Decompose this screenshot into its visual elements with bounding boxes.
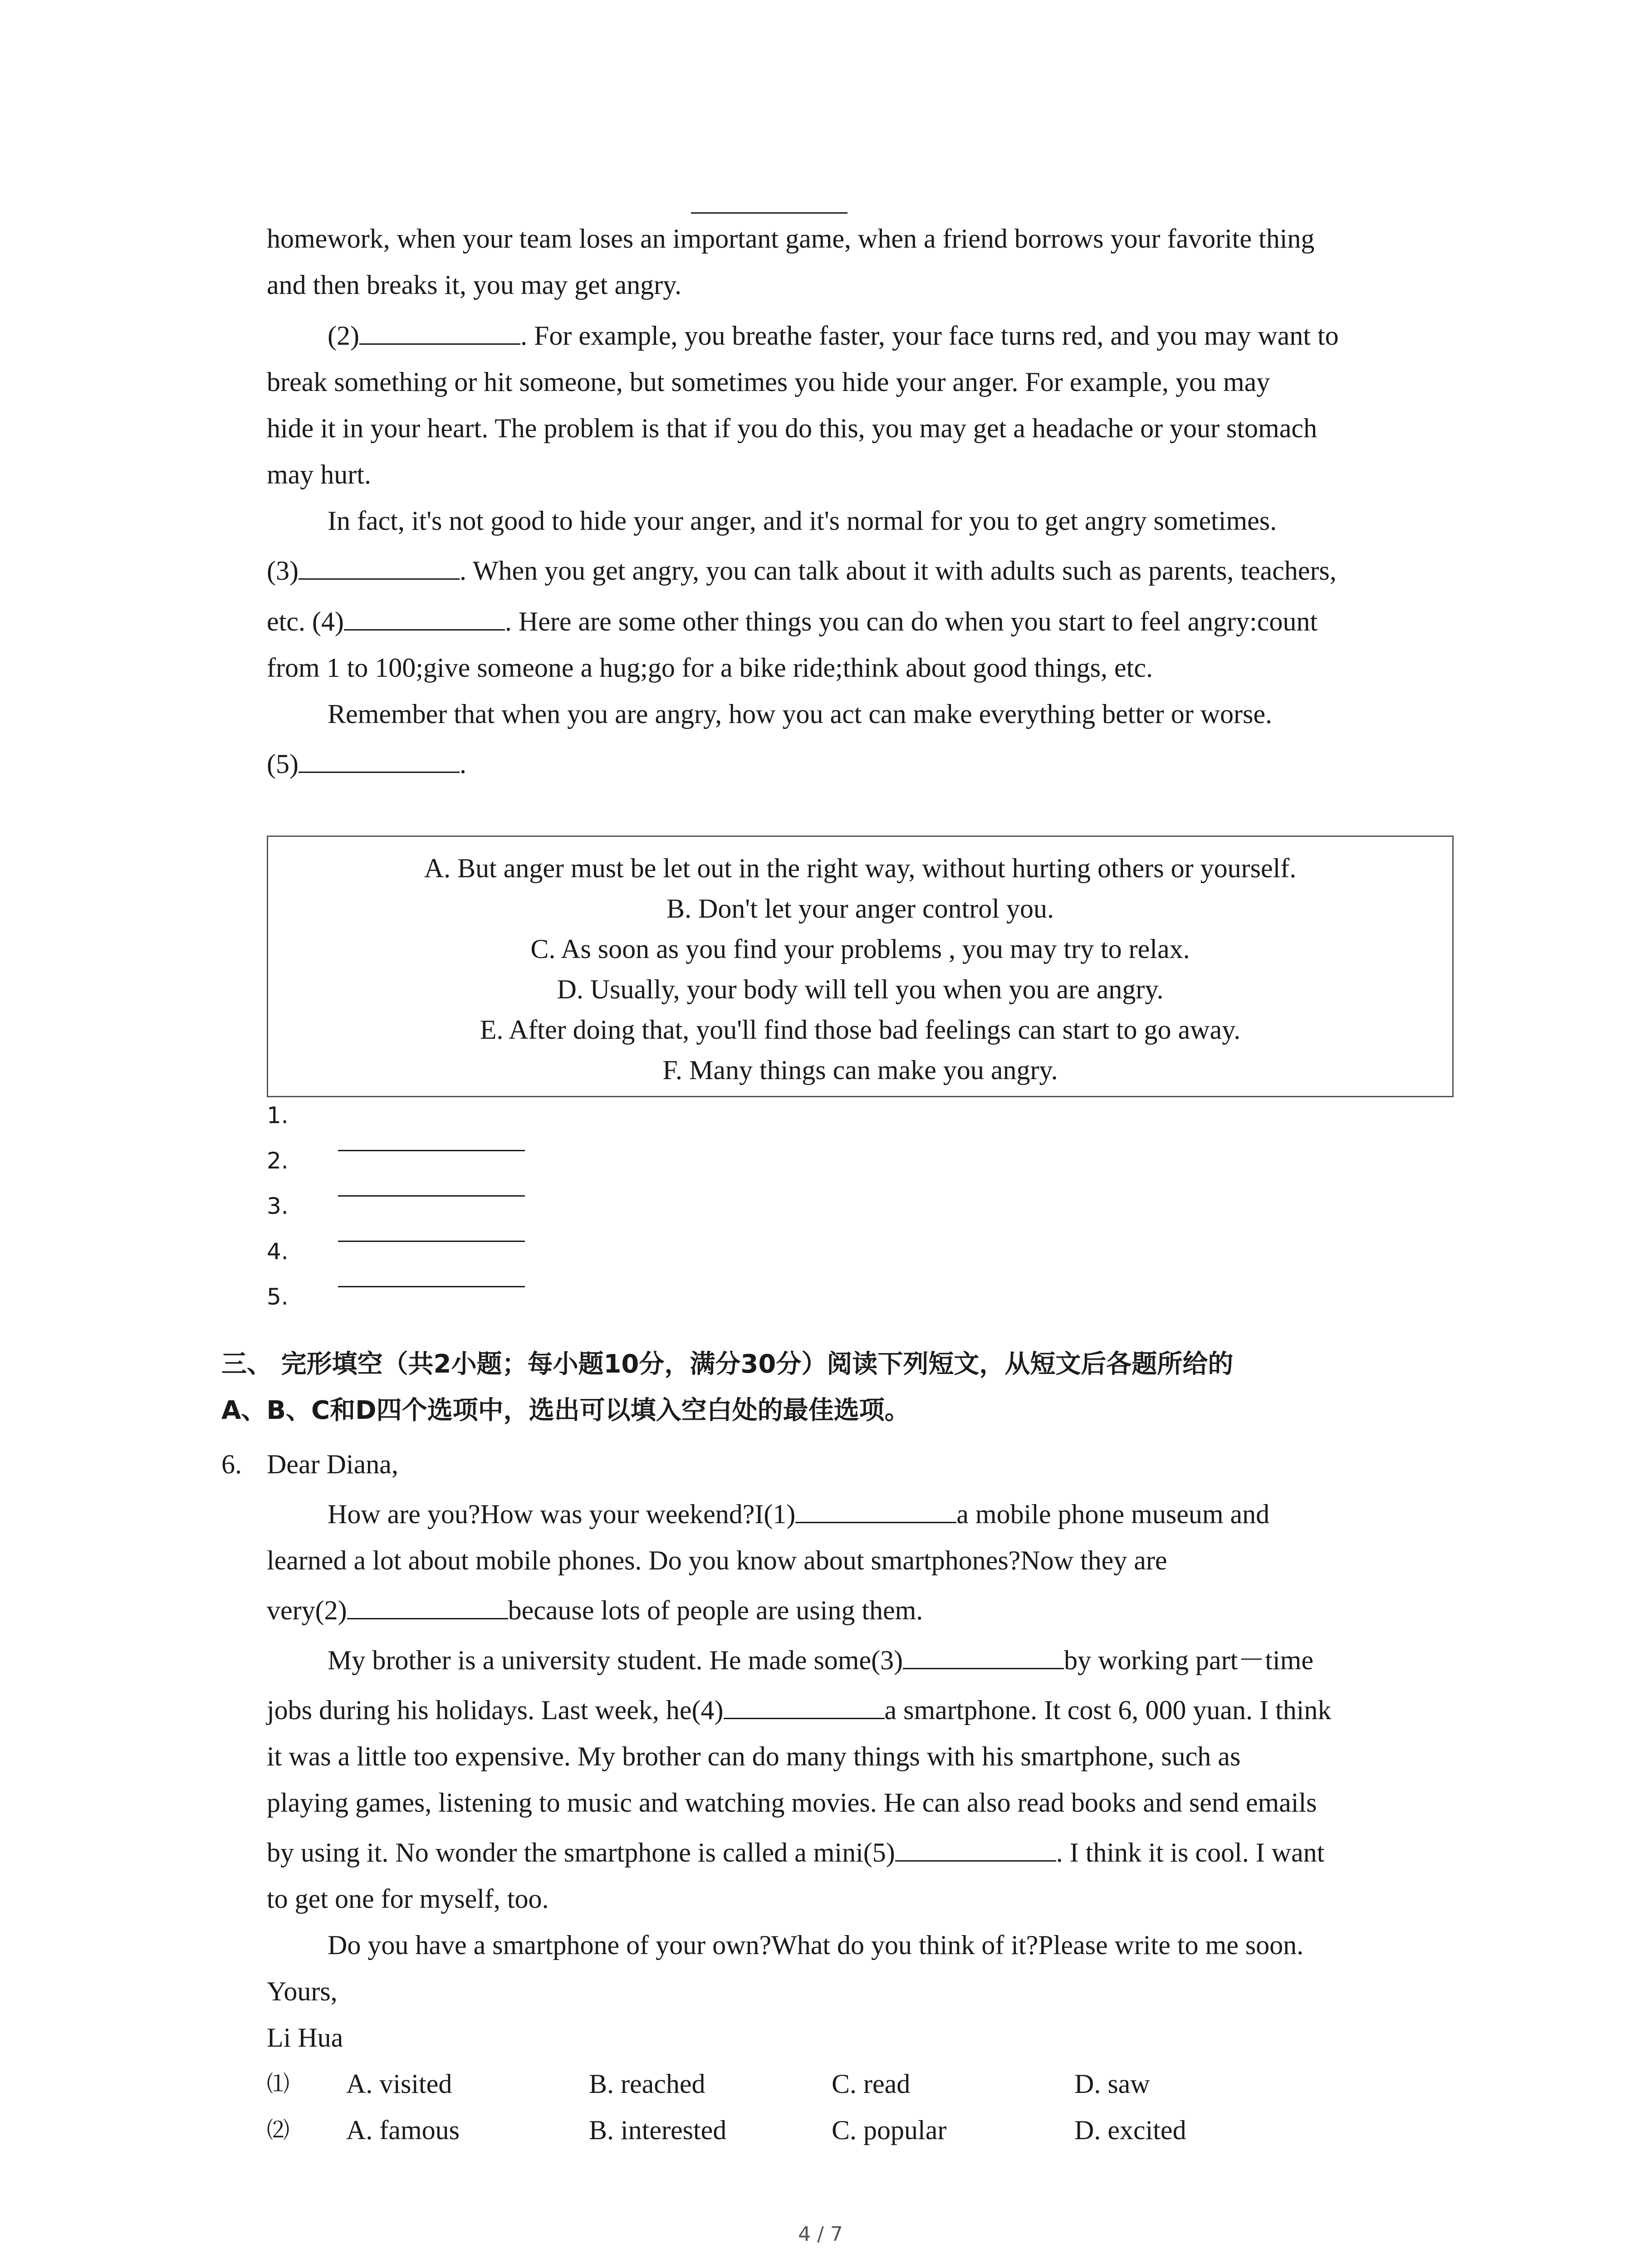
blank-label: (3): [267, 556, 299, 586]
choice-d[interactable]: D. excited: [1074, 2115, 1186, 2145]
options-box: [267, 836, 1454, 1097]
passage-text: . For example, you breathe faster, your face turns red, and you may want to: [520, 321, 1339, 351]
answer-line[interactable]: [338, 1195, 525, 1197]
answer-number: 4.: [267, 1238, 289, 1265]
choice-number: ⑴: [267, 2071, 289, 2097]
letter-line: to get one for myself, too.: [267, 1884, 549, 1914]
section-heading: A、B、C和D四个选项中，选出可以填入空白处的最佳选项。: [221, 1396, 910, 1425]
passage-text: . Here are some other things you can do when you start to feel angry:count: [505, 606, 1318, 636]
passage-line: [267, 598, 1455, 645]
passage-text: . When you get angry, you can talk about it with adults such as parents, teachers,: [459, 556, 1337, 586]
letter-line: it was a little too expensive. My brother can do many things with his smartphone, such as: [267, 1741, 1241, 1771]
letter-text: My brother is a university student. He made some(3): [328, 1645, 903, 1675]
letter-text: . I think it is cool. I want: [1056, 1838, 1325, 1867]
answer-number: 5.: [267, 1284, 289, 1310]
page-number: 4 / 7: [798, 2223, 843, 2246]
answer-blank-3: [903, 1642, 1064, 1669]
passage-line: from 1 to 100;give someone a hug;go for a bike ride;think about good things, etc.: [267, 653, 1153, 683]
letter-closing: Yours,: [267, 1976, 338, 2006]
letter-signature: Li Hua: [267, 2023, 343, 2053]
passage-line: In fact, it's not good to hide your anger, and it's normal for you to get angry sometimes.: [328, 506, 1277, 536]
passage-line: [267, 547, 1455, 594]
answer-blank-5: [299, 745, 460, 773]
answer-line[interactable]: [338, 1241, 525, 1242]
choice-b[interactable]: B. reached: [589, 2069, 705, 2099]
letter-greeting: Dear Diana,: [267, 1449, 398, 1479]
blank-label: (2): [328, 321, 359, 351]
answer-number: 2.: [267, 1148, 289, 1174]
choice-c[interactable]: C. read: [832, 2069, 911, 2099]
blank-label: etc. (4): [267, 606, 344, 636]
letter-line: [328, 1491, 1516, 1537]
passage-line: may hurt.: [267, 459, 371, 489]
choice-a[interactable]: A. famous: [346, 2115, 460, 2145]
question-number: 6.: [221, 1449, 242, 1479]
answer-number: 3.: [267, 1193, 289, 1219]
choice-number: ⑵: [267, 2117, 289, 2143]
passage-line: [267, 741, 1455, 787]
option-a: A. But anger must be let out in the right way, without hurting others or yourself.: [424, 853, 1297, 883]
passage-line: Remember that when you are angry, how you act can make everything better or worse.: [328, 699, 1273, 729]
choice-row: [267, 2107, 1455, 2153]
answer-blank-4: [344, 603, 505, 631]
letter-text: because lots of people are using them.: [508, 1595, 923, 1625]
section-heading: 三、 完形填空（共2小题；每小题10分，满分30分）阅读下列短文，从短文后各题所给的: [221, 1349, 1234, 1379]
option-e: E. After doing that, you'll find those bad feelings can start to go away.: [480, 1015, 1241, 1045]
answer-blank-4: [724, 1691, 885, 1719]
letter-text: by working part－time: [1064, 1645, 1313, 1675]
letter-line: [328, 1637, 1516, 1683]
option-b: B. Don't let your anger control you.: [666, 894, 1054, 924]
choice-row: [267, 2061, 1455, 2107]
option-f: F. Many things can make you angry.: [662, 1055, 1058, 1085]
letter-line: playing games, listening to music and watching movies. He can also read books and send emails: [267, 1788, 1317, 1818]
answer-blank-5: [895, 1834, 1056, 1862]
letter-line: [267, 1687, 1455, 1733]
letter-text: very(2): [267, 1595, 347, 1625]
answer-blank-1: [795, 1496, 956, 1523]
answer-blank-2: [359, 317, 520, 345]
letter-text: by using it. No wonder the smartphone is called a mini(5): [267, 1838, 895, 1867]
option-d: D. Usually, your body will tell you when you are angry.: [557, 974, 1164, 1004]
passage-line: homework, when your team loses an important game, when a friend borrows your favorite thing: [267, 224, 1315, 254]
passage-line: [328, 313, 1516, 359]
letter-text: jobs during his holidays. Last week, he(4): [267, 1695, 724, 1725]
letter-text: How are you?How was your weekend?I(1): [328, 1499, 796, 1529]
letter-text: a mobile phone museum and: [956, 1499, 1270, 1529]
answer-line[interactable]: [338, 1286, 525, 1287]
answer-line[interactable]: [338, 1150, 525, 1151]
blank-label: (5): [267, 749, 299, 779]
letter-line: [267, 1587, 1455, 1633]
choice-c[interactable]: C. popular: [832, 2115, 947, 2145]
passage-line: break something or hit someone, but sometimes you hide your anger. For example, you may: [267, 367, 1270, 397]
choice-a[interactable]: A. visited: [346, 2069, 452, 2099]
letter-line: learned a lot about mobile phones. Do you know about smartphones?Now they are: [267, 1545, 1167, 1575]
letter-line: Do you have a smartphone of your own?What do you think of it?Please write to me soon.: [328, 1930, 1304, 1960]
choice-d[interactable]: D. saw: [1074, 2069, 1150, 2099]
answer-blank-3: [299, 552, 460, 580]
answer-blank-1: [691, 212, 847, 214]
answer-blank-2: [347, 1592, 508, 1619]
letter-line: [267, 1829, 1455, 1876]
letter-text: a smartphone. It cost 6, 000 yuan. I think: [884, 1695, 1332, 1725]
option-c: C. As soon as you find your problems , you may try to relax.: [530, 934, 1190, 964]
choice-b[interactable]: B. interested: [589, 2115, 727, 2145]
passage-text: .: [459, 749, 466, 779]
answer-number: 1.: [267, 1102, 289, 1129]
passage-line: hide it in your heart. The problem is that if you do this, you may get a headache or your stomach: [267, 413, 1317, 443]
passage-line: and then breaks it, you may get angry.: [267, 270, 682, 300]
